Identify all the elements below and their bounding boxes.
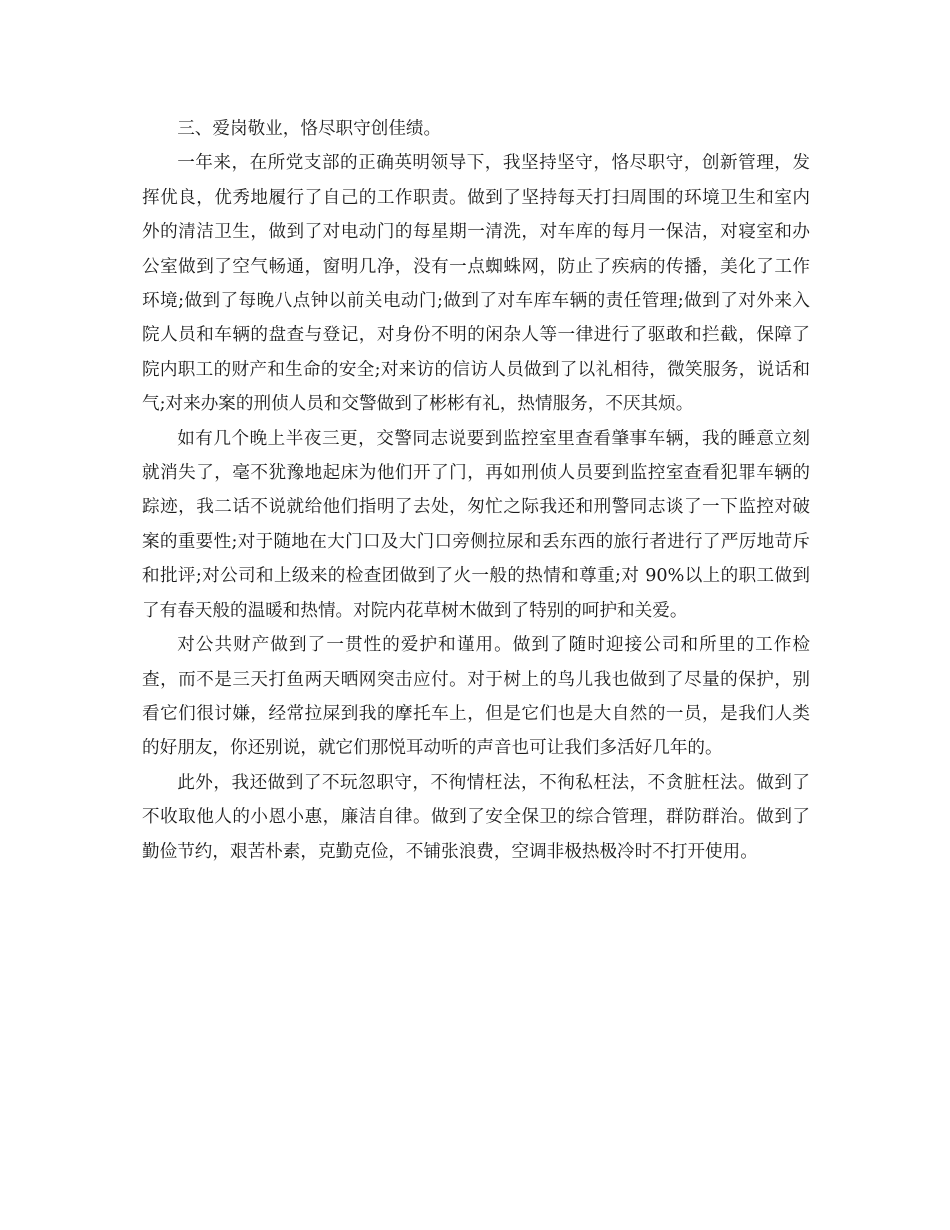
paragraph-2: 如有几个晚上半夜三更，交警同志说要到监控室里查看肇事车辆，我的睡意立刻就消失了，毫不犹豫地起床为他们开了门，再如刑侦人员要到监控室查看犯罪车辆的踪迹，我二话不说就给他们指明了去处，匆忙之际我还和刑警同志谈了一下监控对破案的重要性;对于随地在大门口及大门口旁侧拉尿和丢东西的旅行者进行了严厉地苛斥和批评;对公司和上级来的检查团做到了火一般的热情和尊重;对 90%以上的职工做到了有春天般的温暖和热情。对院内花草树木做到了特别的呵护和关爱。 bbox=[142, 428, 810, 621]
document-body bbox=[142, 112, 810, 869]
paragraph-3: 对公共财产做到了一贯性的爱护和谨用。做到了随时迎接公司和所里的工作检查，而不是三天打鱼两天晒网突击应付。对于树上的鸟儿我也做到了尽量的保护，别看它们很讨嫌，经常拉屎到我的摩托车上，但是它们也是大自然的一员，是我们人类的好朋友，你还别说，就它们那悦耳动听的声音也可让我们多活好几年的。 bbox=[142, 635, 810, 759]
paragraph-4: 此外，我还做到了不玩忽职守，不徇情枉法，不徇私枉法，不贪脏枉法。做到了不收取他人的小恩小惠，廉洁自律。做到了安全保卫的综合管理，群防群治。做到了勤俭节约，艰苦朴素，克勤克俭，不铺张浪费，空调非极热极冷时不打开使用。 bbox=[142, 772, 810, 862]
paragraph-1: 一年来，在所党支部的正确英明领导下，我坚持坚守，恪尽职守，创新管理，发挥优良，优秀地履行了自己的工作职责。做到了坚持每天打扫周围的环境卫生和室内外的清洁卫生，做到了对电动门的每星期一清洗，对车库的每月一保洁，对寝室和办公室做到了空气畅通，窗明几净，没有一点蜘蛛网，防止了疾病的传播，美化了工作环境;做到了每晚八点钟以前关电动门;做到了对车库车辆的责任管理;做到了对外来入院人员和车辆的盘查与登记，对身份不明的闲杂人等一律进行了驱敢和拦截，保障了院内职工的财产和生命的安全;对来访的信访人员做到了以礼相待，微笑服务，说话和气;对来办案的刑侦人员和交警做到了彬彬有礼，热情服务，不厌其烦。 bbox=[142, 153, 810, 415]
section-heading: 三、爱岗敬业，恪尽职守创佳绩。 bbox=[177, 119, 442, 139]
